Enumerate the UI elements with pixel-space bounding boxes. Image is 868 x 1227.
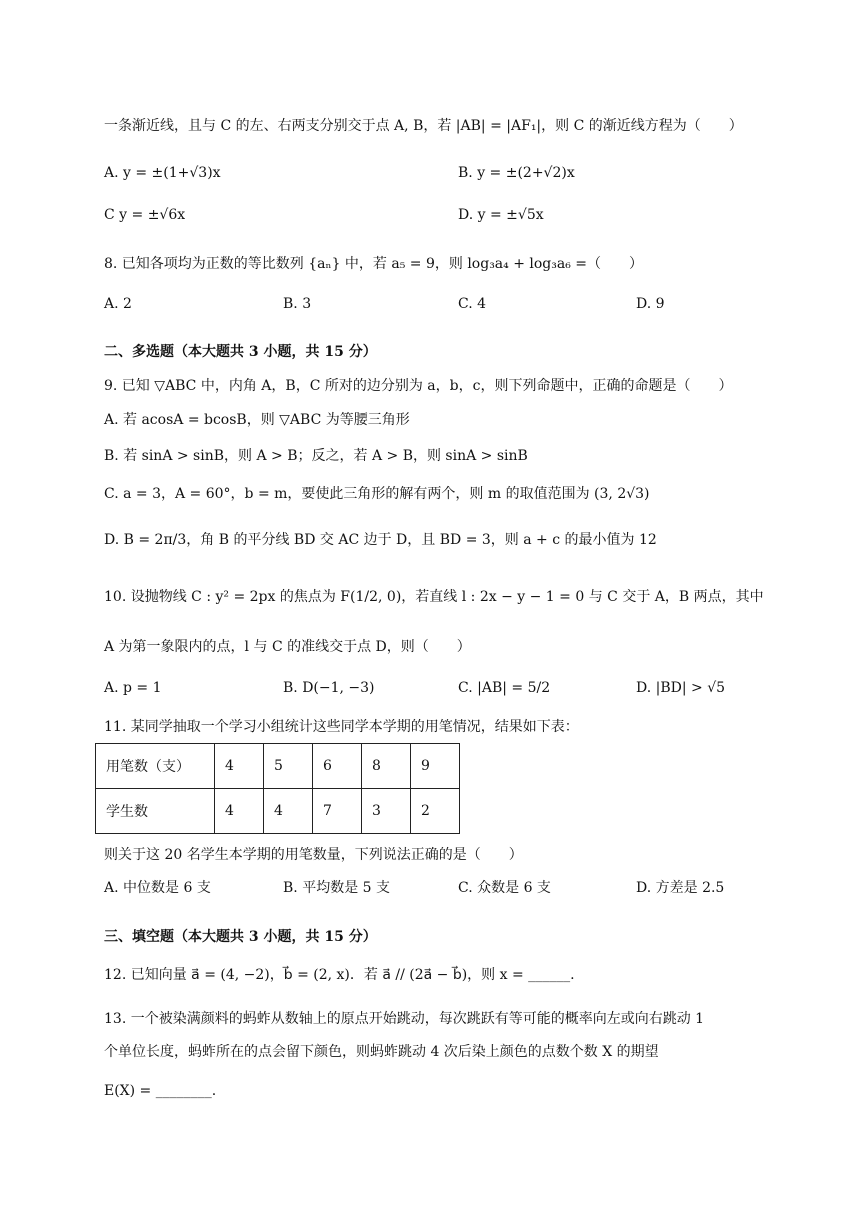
pen-usage-table [95,743,460,834]
table-row-header: 学生数 [96,789,215,834]
q11-option-d: D. 方差是 2.5 [636,880,725,896]
table-cell: 8 [362,744,411,789]
table-row [96,789,460,834]
table-cell: 7 [313,789,362,834]
q11-after-text: 则关于这 20 名学生本学期的用笔数量，下列说法正确的是（ ） [104,847,523,863]
q7-option-d: D. y = ±√5x [458,207,544,223]
table-cell: 5 [264,744,313,789]
q11-option-c: C. 众数是 6 支 [458,880,551,896]
q8-option-d: D. 9 [636,296,665,312]
table-cell: 6 [313,744,362,789]
q9-option-a: A. 若 acosA = bcosB，则 ▽ABC 为等腰三角形 [104,412,410,428]
table-cell: 9 [411,744,460,789]
q8-option-b: B. 3 [283,296,312,312]
q13-line1: 13. 一个被染满颜料的蚂蚱从数轴上的原点开始跳动，每次跳跃有等可能的概率向左或向右跳动 1 [104,1011,705,1027]
table-cell: 4 [264,789,313,834]
q13-line3: E(X) = ________. [104,1083,217,1099]
q10-stem-line1: 10. 设抛物线 C : y² = 2px 的焦点为 F(1/2, 0)，若直线 l : 2x − y − 1 = 0 与 C 交于 A，B 两点，其中 [104,589,764,605]
q11-stem: 11. 某同学抽取一个学习小组统计这些同学本学期的用笔情况，结果如下表： [104,719,579,735]
q10-option-c: C. |AB| = 5/2 [458,680,551,696]
q13-line2: 个单位长度，蚂蚱所在的点会留下颜色，则蚂蚱跳动 4 次后染上颜色的点数个数 X 的期望 [104,1044,659,1060]
q10-option-a: A. p = 1 [104,680,162,696]
table-cell: 4 [215,744,264,789]
q10-option-d: D. |BD| > √5 [636,680,726,696]
q9-option-c: C. a = 3，A = 60°，b = m，要使此三角形的解有两个，则 m 的取值范围为 (3, 2√3) [104,486,650,502]
q7-stem: 一条渐近线，且与 C 的左、右两支分别交于点 A, B，若 |AB| = |AF₁|，则 C 的渐近线方程为（ ） [104,118,743,134]
q7-option-c: C y = ±√6x [104,207,186,223]
section-3-title: 三、填空题（本大题共 3 小题，共 15 分） [104,929,377,945]
q8-option-a: A. 2 [104,296,132,312]
q8-option-c: C. 4 [458,296,487,312]
q9-option-b: B. 若 sinA > sinB，则 A > B；反之，若 A > B，则 sinA > sinB [104,448,528,464]
q9-option-d: D. B = 2π/3，角 B 的平分线 BD 交 AC 边于 D，且 BD = 3，则 a + c 的最小值为 12 [104,532,657,548]
table-row-header: 用笔数（支） [96,744,215,789]
q7-option-b: B. y = ±(2+√2)x [458,165,575,181]
q11-option-a: A. 中位数是 6 支 [104,880,211,896]
q12-stem: 12. 已知向量 a⃗ = (4, −2)，b⃗ = (2, x)．若 a⃗ // (2a⃗ − b⃗)，则 x = ______. [104,967,575,983]
section-2-title: 二、多选题（本大题共 3 小题，共 15 分） [104,344,377,360]
q10-stem-line2: A 为第一象限内的点，l 与 C 的准线交于点 D，则（ ） [104,639,471,655]
q8-stem: 8. 已知各项均为正数的等比数列 {aₙ} 中，若 a₅ = 9，则 log₃a₄ + log₃a₆ =（ ） [104,256,644,272]
table-cell: 2 [411,789,460,834]
table-cell: 3 [362,789,411,834]
table-row [96,744,460,789]
q10-option-b: B. D(−1, −3) [283,680,375,696]
q11-option-b: B. 平均数是 5 支 [283,880,390,896]
table-cell: 4 [215,789,264,834]
q7-option-a: A. y = ±(1+√3)x [104,165,221,181]
q9-stem: 9. 已知 ▽ABC 中，内角 A，B，C 所对的边分别为 a，b，c，则下列命题中，正确的命题是（ ） [104,378,733,394]
